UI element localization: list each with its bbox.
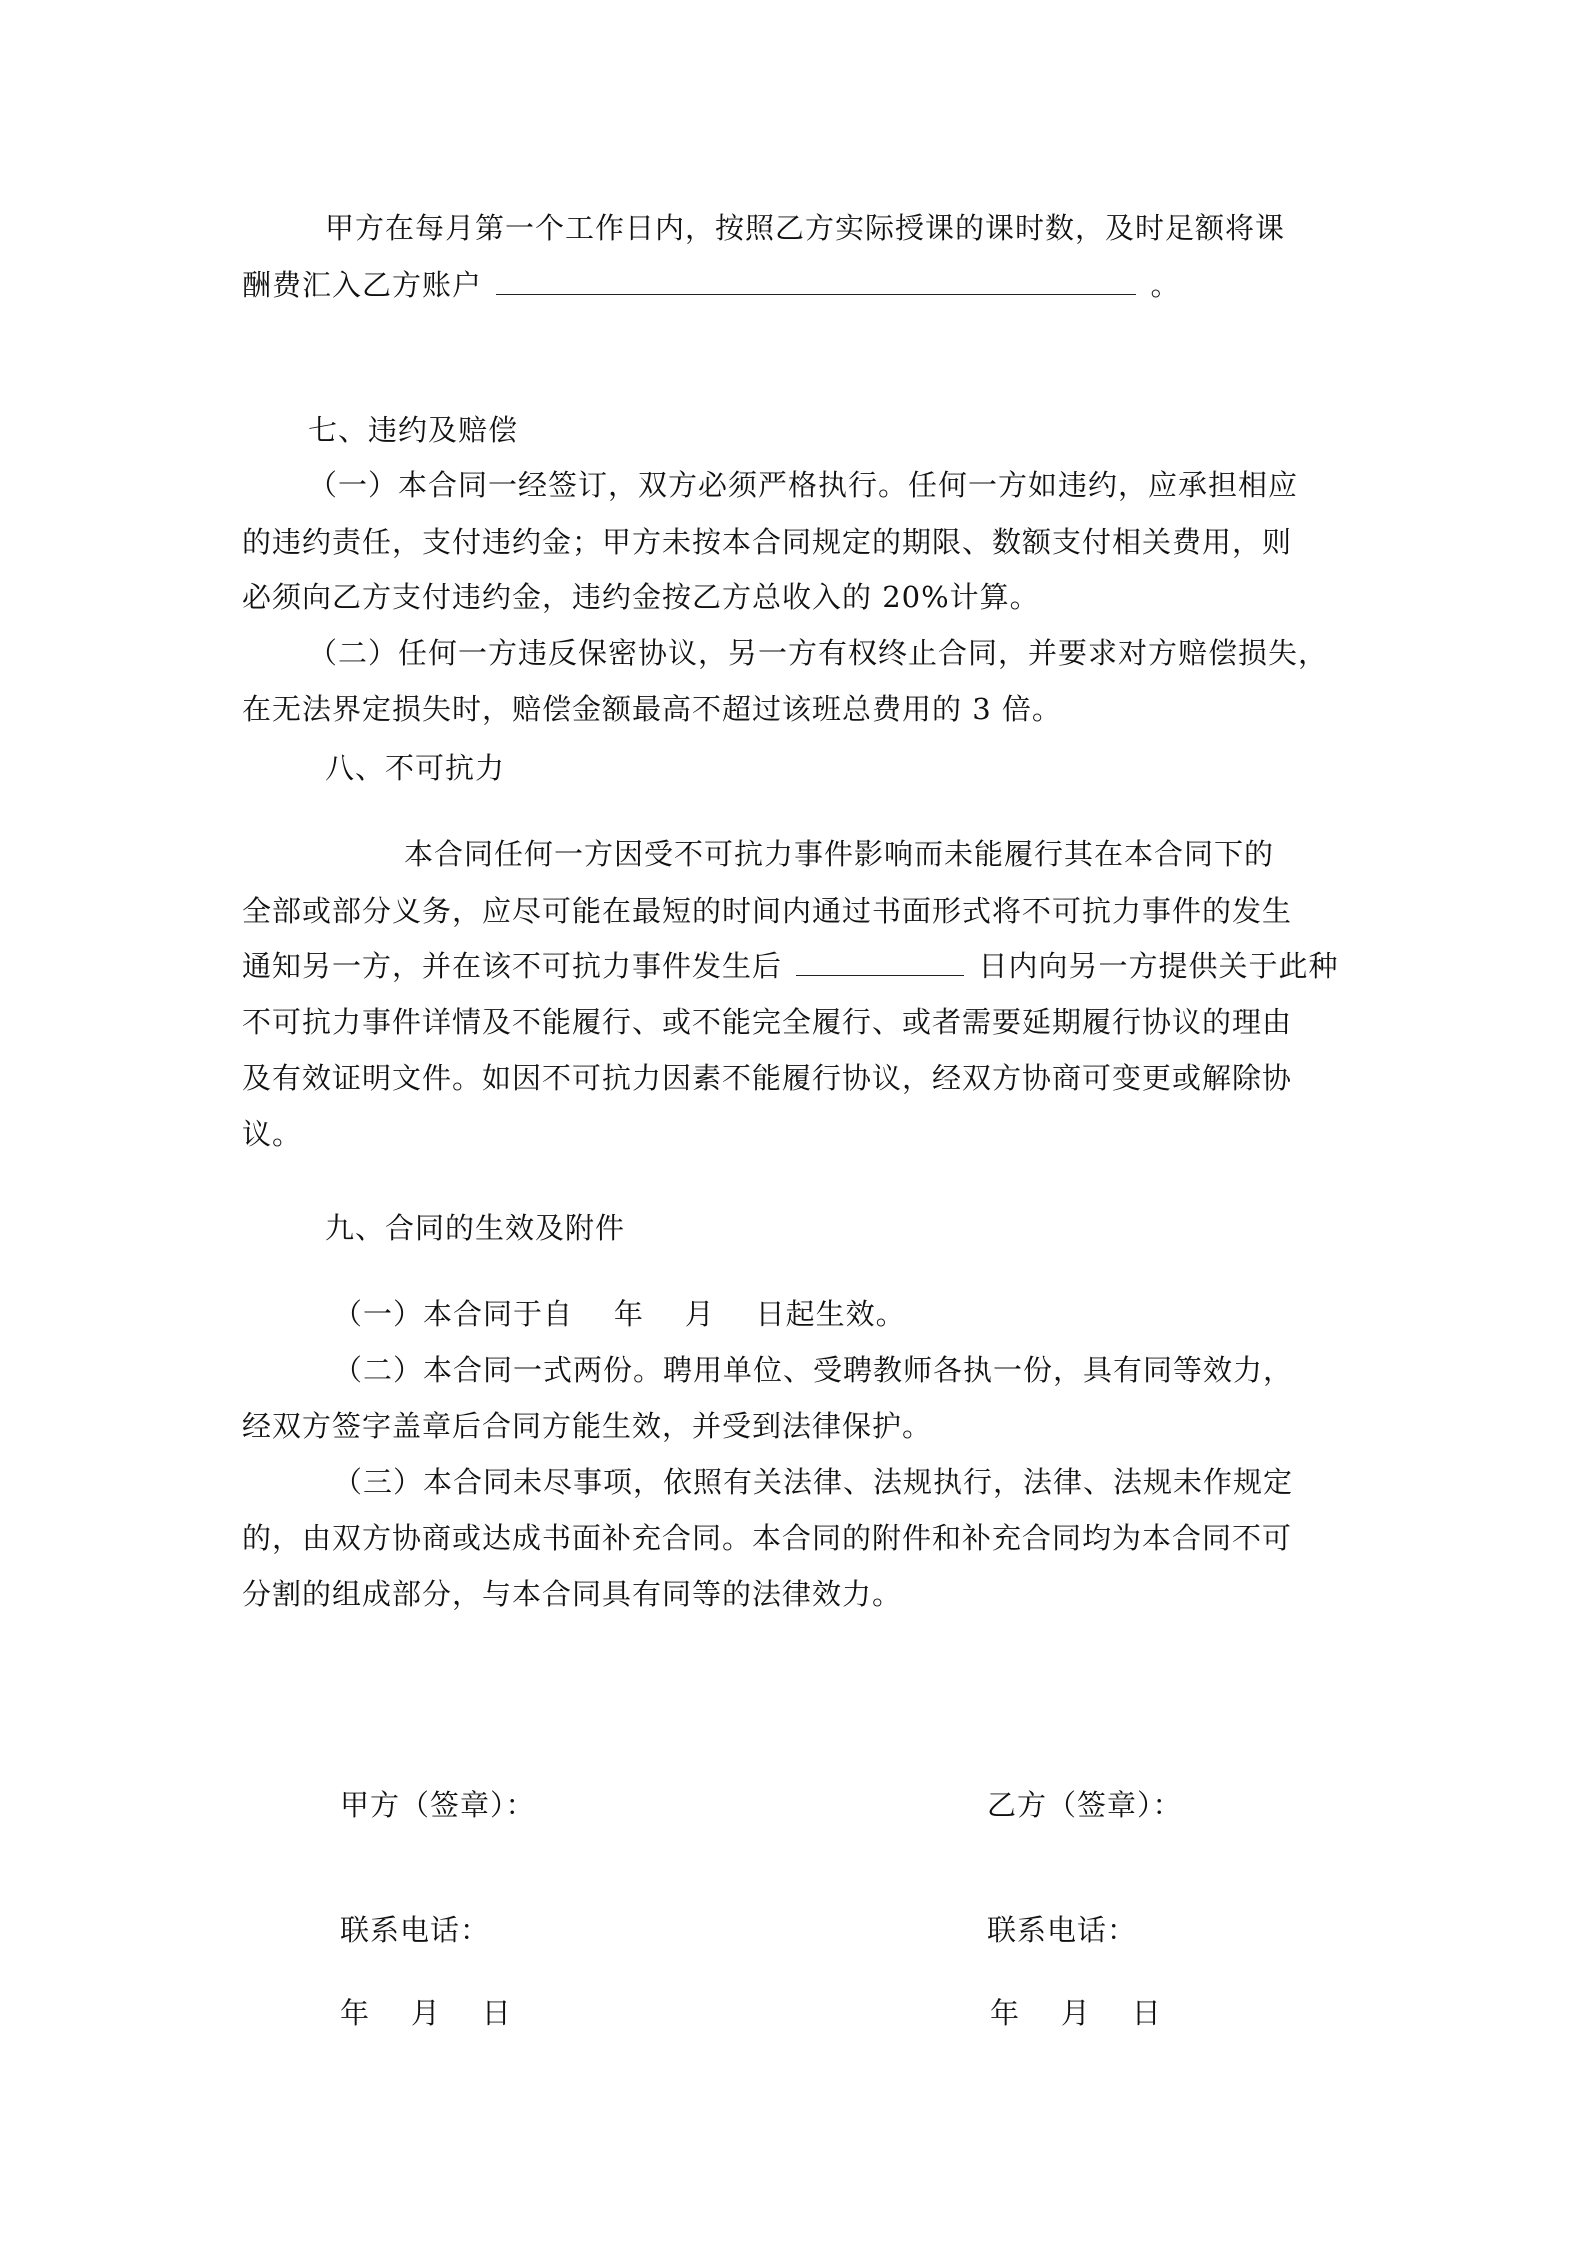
section-7-clause-1-line-1: （一）本合同一经签订，双方必须严格执行。任何一方如违约，应承担相应 [308,468,1299,502]
party-b-date: 年 月 日 [990,1996,1162,2030]
payment-line-1: 甲方在每月第一个工作日内，按照乙方实际授课的课时数，及时足额将课 [325,211,1286,245]
party-b-phone-label: 联系电话： [987,1913,1138,1947]
section-8-line-3-suffix: 日内向另一方提供关于此种 [978,949,1339,983]
section-8-heading: 八、不可抗力 [325,751,506,785]
payment-line-2-prefix: 酬费汇入乙方账户 [242,268,483,302]
section-7-heading: 七、违约及赔偿 [308,413,519,447]
section-9-clause-3-line-1: （三）本合同未尽事项，依照有关法律、法规执行，法律、法规未作规定 [333,1465,1294,1499]
section-9-clause-3-line-3: 分割的组成部分，与本合同具有同等的法律效力。 [242,1577,903,1611]
party-a-date: 年 月 日 [340,1996,512,2030]
section-7-clause-1-line-2: 的违约责任，支付违约金；甲方未按本合同规定的期限、数额支付相关费用，则 [242,525,1293,559]
section-9-clause-2-line-1: （二）本合同一式两份。聘用单位、受聘教师各执一份，具有同等效力， [333,1353,1294,1387]
section-8-line-2: 全部或部分义务，应尽可能在最短的时间内通过书面形式将不可抗力事件的发生 [242,894,1293,928]
section-9-clause-3-line-2: 的，由双方协商或达成书面补充合同。本合同的附件和补充合同均为本合同不可 [242,1521,1293,1555]
section-9-clause-2-line-2: 经双方签字盖章后合同方能生效，并受到法律保护。 [242,1409,933,1443]
party-b-signature-label: 乙方（签章）： [987,1788,1183,1822]
section-8-line-1: 本合同任何一方因受不可抗力事件影响而未能履行其在本合同下的 [404,837,1275,871]
party-a-phone-label: 联系电话： [340,1913,491,1947]
section-9-clause-1: （一）本合同于自 年 月 日起生效。 [333,1297,906,1331]
days-blank [796,949,964,976]
section-9-heading: 九、合同的生效及附件 [325,1211,626,1245]
payment-line-2 [242,265,1180,305]
section-8-line-3-prefix: 通知另一方，并在该不可抗力事件发生后 [242,949,783,983]
section-8-line-4: 不可抗力事件详情及不能履行、或不能完全履行、或者需要延期履行协议的理由 [242,1005,1293,1039]
section-8-line-3 [242,946,1338,986]
section-7-clause-2-line-2: 在无法界定损失时，赔偿金额最高不超过该班总费用的 3 倍。 [242,692,1062,726]
section-7-clause-2-line-1: （二）任何一方违反保密协议，另一方有权终止合同，并要求对方赔偿损失， [308,636,1329,670]
account-blank [496,268,1136,295]
section-8-line-6: 议。 [242,1117,303,1151]
party-a-signature-label: 甲方（签章）： [340,1788,536,1822]
section-8-line-5: 及有效证明文件。如因不可抗力因素不能履行协议，经双方协商可变更或解除协 [242,1061,1293,1095]
payment-line-2-suffix: 。 [1150,268,1181,302]
section-7-clause-1-line-3: 必须向乙方支付违约金，违约金按乙方总收入的 20%计算。 [242,580,1040,614]
